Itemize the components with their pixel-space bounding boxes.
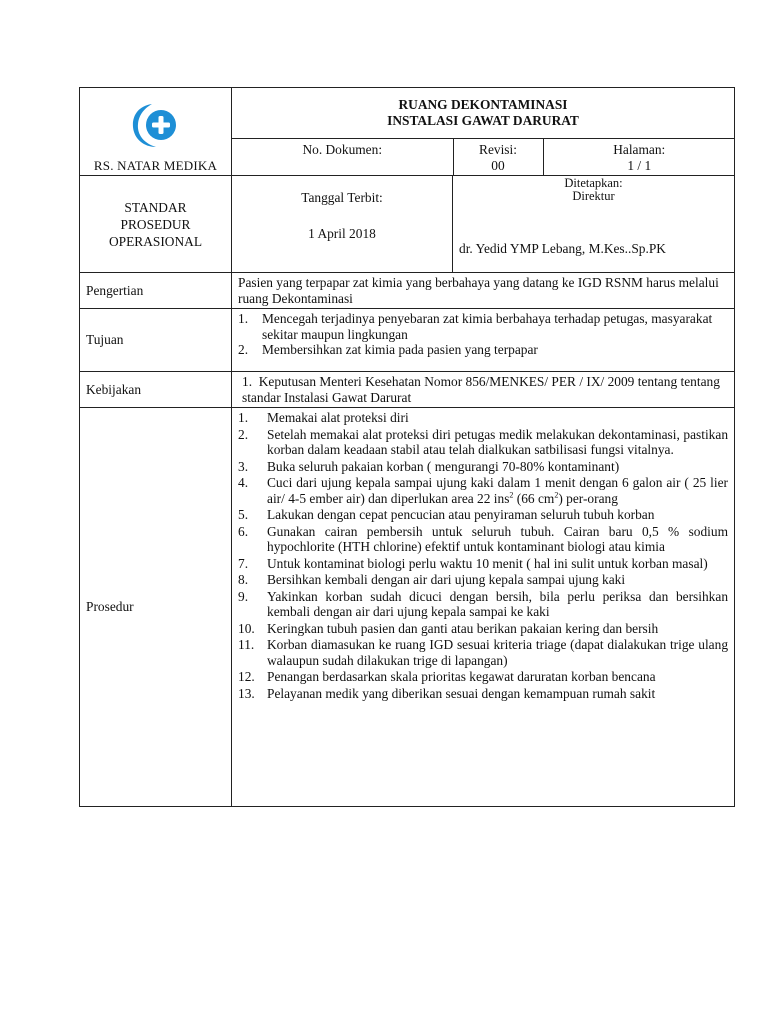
issue-date-cell <box>232 176 453 273</box>
approved-role: Direktur <box>572 189 615 203</box>
hospital-name: RS. NATAR MEDIKA <box>93 158 218 173</box>
item-number: 8. <box>238 572 249 587</box>
item-text: Bersihkan kembali dengan air dari ujung kepala sampai ujung kaki <box>267 572 626 587</box>
tujuan-label: Tujuan <box>80 309 232 372</box>
item-text: Keputusan Menteri Kesehatan Nomor 856/MENKES/ PER / IX/ 2009 tentang tentang standar Instalasi Gawat Darurat <box>242 374 720 405</box>
item-number: 10. <box>238 620 255 636</box>
item-text: Memakai alat proteksi diri <box>267 410 409 425</box>
item-text: Lakukan dengan cepat pencucian atau penyiraman seluruh tubuh korban <box>267 507 655 522</box>
title-line-2: INSTALASI GAWAT DARURAT <box>387 113 579 128</box>
hospital-logo <box>80 88 231 158</box>
item-number: 1. <box>238 311 249 326</box>
doc-number-label: No. Dokumen: <box>302 142 383 157</box>
tujuan-content <box>232 309 735 372</box>
list-item <box>242 374 728 405</box>
doc-info-table <box>232 139 735 175</box>
list-item <box>238 556 728 572</box>
sop-row <box>80 176 735 273</box>
list-item <box>238 427 728 458</box>
list-item <box>238 572 728 588</box>
page-label: Halaman: <box>613 142 666 157</box>
item-text: Gunakan cairan pembersih untuk seluruh tubuh. Cairan baru 0,5 % sodium hypochlorite (HTH chlorine) efektif untuk kontaminant biologi atau kimia <box>267 523 729 554</box>
item-number: 4. <box>238 475 249 490</box>
prosedur-row <box>80 408 735 807</box>
prosedur-content <box>232 408 735 807</box>
item-number: 11. <box>238 637 255 652</box>
superscript: 2 <box>554 490 559 500</box>
pengertian-content <box>232 273 735 309</box>
item-number: 7. <box>238 555 249 571</box>
sop-label <box>80 176 232 273</box>
approved-label: Ditetapkan: <box>564 176 623 190</box>
medical-cross-icon <box>128 100 184 152</box>
item-number: 6. <box>238 523 249 539</box>
issued-label: Tanggal Terbit: <box>301 190 383 205</box>
item-text: Keringkan tubuh pasien dan ganti atau berikan pakaian kering dan bersih <box>267 620 659 636</box>
kebijakan-content <box>232 372 735 408</box>
pengertian-row <box>80 273 735 309</box>
page-value: 1 / 1 <box>627 157 652 173</box>
item-text: Untuk kontaminat biologi perlu waktu 10 menit ( hal ini sulit untuk korban masal) <box>267 555 708 571</box>
item-text: Mencegah terjadinya penyebaran zat kimia berbahaya terhadap petugas, masyarakat sekitar maupun lingkungan <box>262 311 713 342</box>
item-text-part: Cuci dari ujung kepala sampai ujung kaki dalam 1 menit dengan 6 galon air ( 25 lier air/ 4-5 ember air) dan diperlukan area 22 ins <box>267 475 729 506</box>
page-cell <box>543 139 735 175</box>
item-number: 9. <box>238 588 249 604</box>
approval-cell <box>453 176 735 273</box>
list-item <box>238 311 728 342</box>
list-item <box>238 524 728 555</box>
item-text: Setelah memakai alat proteksi diri petugas medik melakukan dekontaminasi, pastikan korban dalam keadaan stabil atau telah dialkukan satbilisasi fungsi vitalnya. <box>267 426 729 457</box>
title-line-1: RUANG DEKONTAMINASI <box>398 97 568 112</box>
item-text: Yakinkan korban sudah dicuci dengan bersih, bila perlu periksa dan bersihkan kembali dengan air dari ujung kepala sampai ke kaki <box>267 588 729 619</box>
pengertian-text: Pasien yang terpapar zat kimia yang berbahaya yang datang ke IGD RSNM harus melalui ruang Dekontaminasi <box>238 275 719 306</box>
item-text <box>267 475 728 506</box>
kebijakan-label: Kebijakan <box>80 372 232 408</box>
list-item <box>238 459 728 475</box>
item-text: Membersihkan zat kimia pada pasien yang terpapar <box>262 342 538 357</box>
item-number: 3. <box>238 458 249 474</box>
item-text: Korban diamasukan ke ruang IGD sesuai kriteria triage (dapat dialakukan trige ulang walaupun sudah dilakukan trige di lapangan) <box>267 637 729 668</box>
list-item <box>238 507 728 523</box>
superscript: 2 <box>509 490 514 500</box>
logo-cell <box>80 88 232 176</box>
header-row <box>80 88 735 139</box>
sop-table <box>79 87 735 807</box>
list-item <box>238 621 728 637</box>
item-text: Penangan berdasarkan skala prioritas kegawat daruratan korban bencana <box>267 669 656 684</box>
item-text: Buka seluruh pakaian korban ( mengurangi 70-80% kontaminant) <box>267 458 620 474</box>
prosedur-list <box>238 410 728 701</box>
list-item <box>238 410 728 426</box>
item-number: 5. <box>238 507 249 522</box>
list-item <box>238 589 728 620</box>
tujuan-list <box>238 311 728 358</box>
item-text: Pelayanan medik yang diberikan sesuai dengan kemampuan rumah sakit <box>267 685 656 701</box>
item-number: 13. <box>238 685 255 701</box>
sop-line-1: STANDAR <box>124 199 187 215</box>
prosedur-label: Prosedur <box>80 408 232 807</box>
document-title <box>232 88 735 139</box>
item-number: 1. <box>242 374 253 389</box>
item-number: 2. <box>238 342 249 357</box>
kebijakan-list <box>242 374 728 405</box>
sop-line-2: PROSEDUR <box>120 216 191 232</box>
list-item <box>238 475 728 506</box>
director-name: dr. Yedid YMP Lebang, M.Kes..Sp.PK <box>459 241 666 256</box>
item-number: 1. <box>238 410 249 425</box>
doc-number-cell <box>232 139 453 175</box>
list-item <box>238 686 728 702</box>
item-number: 12. <box>238 669 255 684</box>
issued-date: 1 April 2018 <box>308 225 376 241</box>
sop-line-3: OPERASIONAL <box>109 233 202 249</box>
item-number: 2. <box>238 426 249 442</box>
list-item <box>238 669 728 685</box>
list-item <box>238 637 728 668</box>
item-text-part: ) per-orang <box>558 490 618 506</box>
revision-cell <box>453 139 543 175</box>
revision-label: Revisi: <box>479 142 517 157</box>
tujuan-row <box>80 309 735 372</box>
list-item <box>238 342 728 358</box>
kebijakan-row <box>80 372 735 408</box>
revision-value: 00 <box>491 157 505 173</box>
item-text-part: (66 cm <box>513 490 555 506</box>
pengertian-label: Pengertian <box>80 273 232 309</box>
doc-info-cell <box>232 139 735 176</box>
